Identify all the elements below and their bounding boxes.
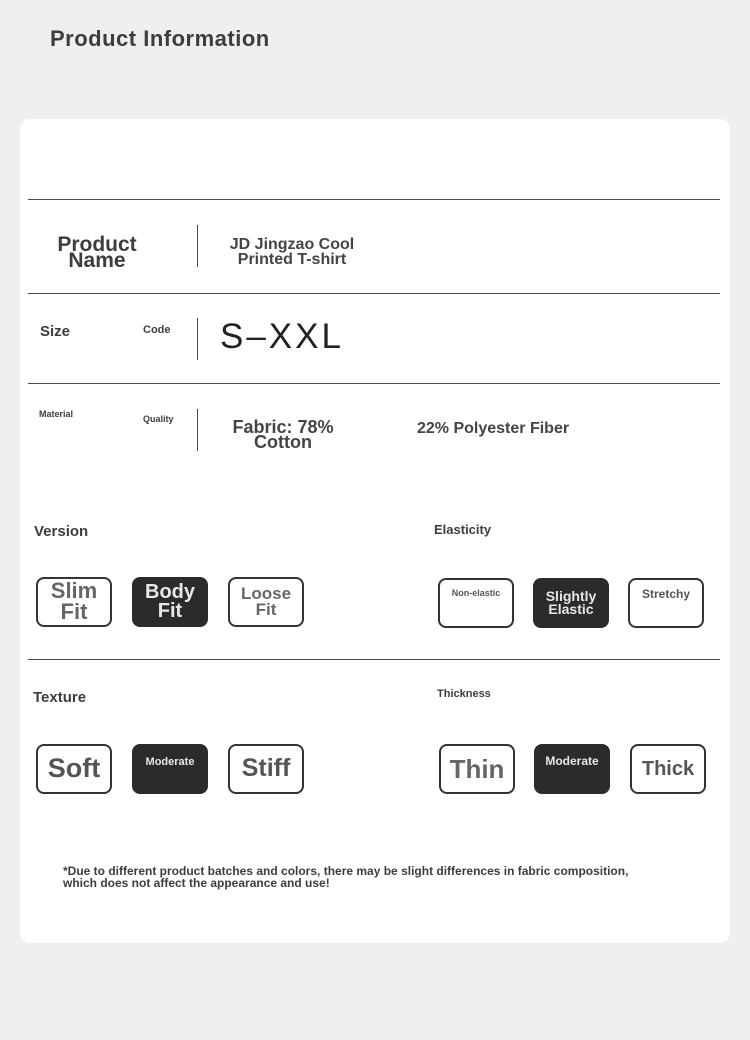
divider xyxy=(28,659,720,660)
thickness-label: Thickness xyxy=(437,688,491,700)
option-thick[interactable]: Thick xyxy=(630,744,706,794)
row-separator xyxy=(197,225,198,267)
material-value-cotton: Fabric: 78% Cotton xyxy=(232,417,334,452)
divider xyxy=(28,383,720,384)
material-value-polyester: 22% Polyester Fiber xyxy=(417,420,570,437)
option-slim-fit[interactable]: Slim Fit xyxy=(36,577,112,627)
option-body-fit[interactable]: Body Fit xyxy=(132,577,208,627)
version-label: Version xyxy=(34,523,89,540)
option-stiff[interactable]: Stiff xyxy=(228,744,304,794)
option-moderate-thickness[interactable]: Moderate xyxy=(534,744,610,794)
option-thin[interactable]: Thin xyxy=(439,744,515,794)
page-title: Product Information xyxy=(50,26,270,51)
row-separator xyxy=(197,318,198,360)
option-soft[interactable]: Soft xyxy=(36,744,112,794)
material-sublabel: Quality xyxy=(143,414,174,424)
texture-label: Texture xyxy=(33,689,87,706)
disclaimer-note: *Due to different product batches and colors, there may be slight differences in fabric composition, which does not affect the appearance and use! xyxy=(63,864,629,890)
size-sublabel: Code xyxy=(143,324,171,336)
option-stretchy[interactable]: Stretchy xyxy=(628,578,704,628)
option-non-elastic[interactable]: Non-elastic xyxy=(438,578,514,628)
size-value: S–XXL xyxy=(220,317,344,356)
size-label: Size xyxy=(40,323,71,340)
elasticity-label: Elasticity xyxy=(434,522,492,537)
option-loose-fit[interactable]: Loose Fit xyxy=(228,577,304,627)
divider xyxy=(28,293,720,294)
product-info-card xyxy=(20,119,730,943)
option-moderate-texture[interactable]: Moderate xyxy=(132,744,208,794)
option-slightly-elastic[interactable]: Slightly Elastic xyxy=(533,578,609,628)
material-label: Material xyxy=(39,409,74,419)
product-name-value: JD Jingzao Cool Printed T-shirt xyxy=(229,236,355,269)
row-separator xyxy=(197,409,198,451)
divider xyxy=(28,199,720,200)
product-name-label: Product Name xyxy=(57,233,137,273)
